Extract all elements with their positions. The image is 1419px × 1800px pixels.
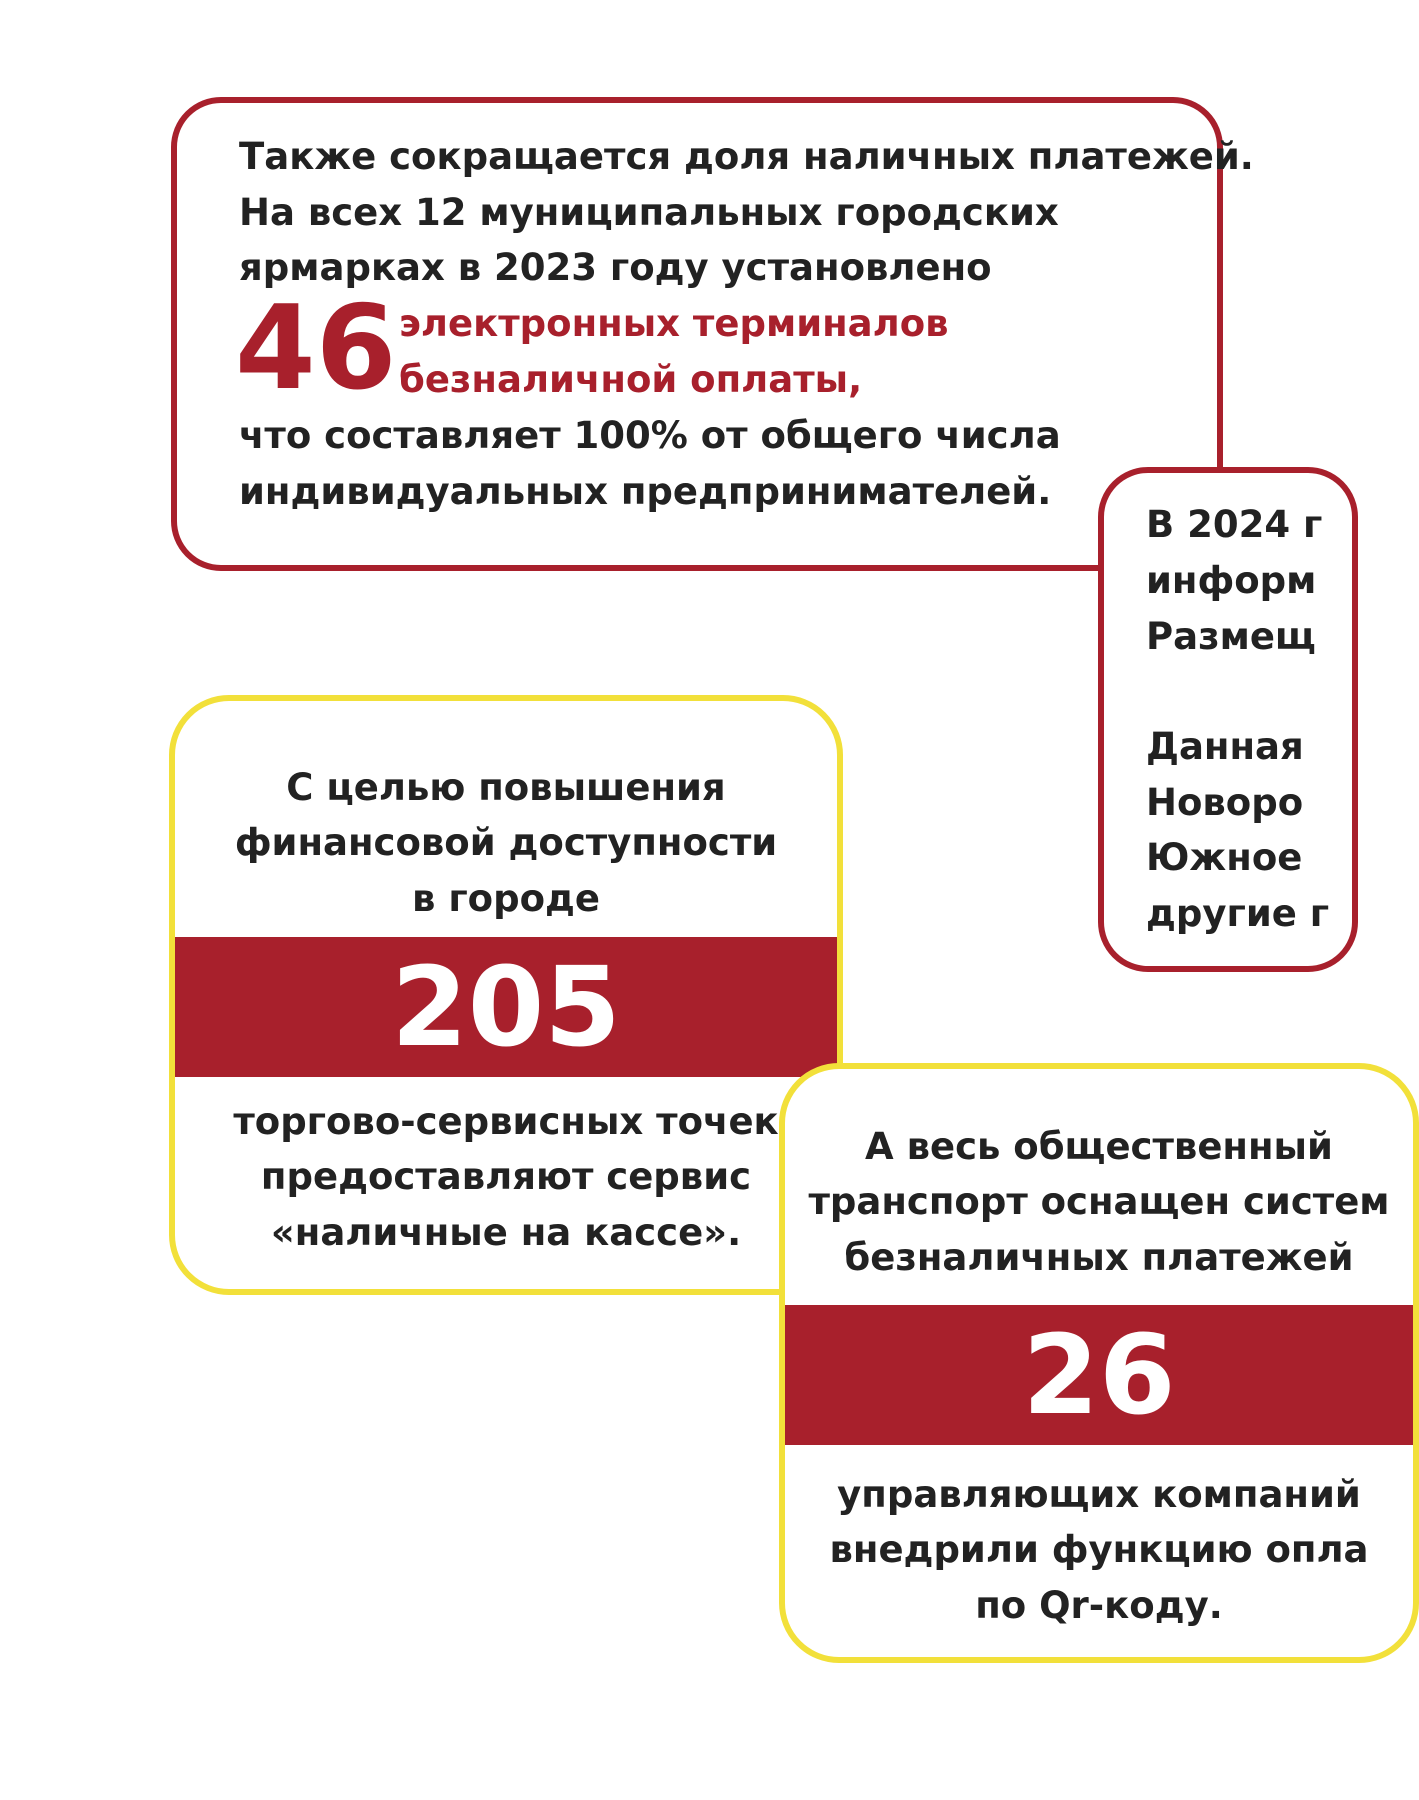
card-text-line: безналичных платежей	[844, 1236, 1354, 1279]
card-text-line: В 2024 г	[1146, 503, 1323, 546]
card-text-line: в городе	[412, 877, 600, 920]
card-text-line: предоставляют сервис	[260, 1155, 752, 1198]
card-text-line: ярмарках в 2023 году установлено	[239, 246, 992, 289]
terminals-highlight-line: электронных терминалов	[399, 302, 949, 345]
card-text-line: «наличные на кассе».	[270, 1211, 742, 1254]
card-text-line: транспорт оснащен систем	[808, 1180, 1390, 1223]
qr-payment-card	[779, 1063, 1419, 1663]
card-text-line: Новоро	[1146, 781, 1304, 824]
card-text-line: финансовой доступности	[234, 821, 778, 864]
card-text-line: другие г	[1146, 892, 1330, 935]
card-text-line: информ	[1146, 559, 1317, 602]
card-text-line: Также сокращается доля наличных платежей.	[239, 135, 1254, 178]
card-text-line: Размещ	[1146, 615, 1316, 658]
info-card-2024	[1098, 467, 1358, 972]
card-text-line: торгово-сервисных точек	[233, 1100, 779, 1143]
card-text-line: по Qr-коду.	[975, 1584, 1223, 1627]
card-text-line: Данная	[1146, 725, 1304, 768]
card-text-line: Южное	[1146, 836, 1303, 879]
card-text-line: С целью повышения	[286, 766, 726, 809]
card-text-line: внедрили функцию опла	[829, 1528, 1369, 1571]
service-points-count: 205	[391, 943, 621, 1071]
terminals-highlight-line: безналичной оплаты,	[399, 358, 863, 401]
card-text-line: что составляет 100% от общего числа	[239, 414, 1061, 457]
card-text-line: На всех 12 муниципальных городских	[239, 191, 1059, 234]
terminals-count: 46	[235, 281, 397, 416]
card-text-line: управляющих компаний	[837, 1473, 1361, 1516]
card-text-line: индивидуальных предпринимателей.	[239, 470, 1052, 513]
management-companies-count: 26	[1022, 1311, 1176, 1439]
card-text-line: А весь общественный	[865, 1125, 1333, 1168]
cash-at-checkout-card	[169, 695, 843, 1295]
